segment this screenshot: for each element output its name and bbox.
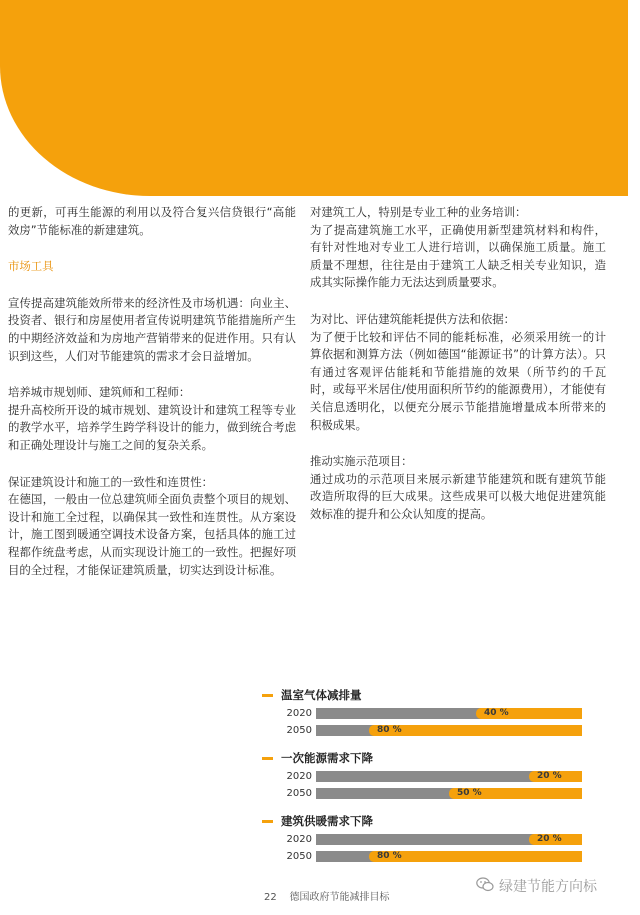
bar-row bbox=[262, 723, 582, 738]
bar-value-label: 40 % bbox=[484, 708, 509, 718]
dash-icon bbox=[262, 694, 273, 697]
paragraph-heading: 对建筑工人，特别是专业工种的业务培训： bbox=[310, 205, 527, 219]
bar-category-label: 2050 bbox=[286, 788, 312, 799]
paragraph bbox=[310, 204, 606, 292]
paragraph-heading: 市场工具 bbox=[8, 259, 54, 274]
chart-title-text: 一次能源需求下降 bbox=[281, 751, 373, 765]
bar-row bbox=[262, 832, 582, 847]
bar-row bbox=[262, 769, 582, 784]
paragraph bbox=[8, 384, 296, 454]
paragraph-body: 提升高校所开设的城市规划、建筑设计和建筑工程等专业的教学水平，培养学生跨学科设计的能力，做到统合考虑和正确处理设计与施工之间的复杂关系。 bbox=[8, 402, 296, 452]
paragraph-heading: 培养城市规划师、建筑师和工程师： bbox=[8, 385, 191, 400]
bar-row bbox=[262, 849, 582, 864]
paragraph-heading: 为对比、评估建筑能耗提供方法和依据： bbox=[310, 311, 516, 326]
bar-category-label: 2050 bbox=[286, 725, 312, 736]
paragraph-heading: 推动实施示范项目： bbox=[310, 454, 413, 469]
bar-track bbox=[316, 771, 582, 782]
bar-category-label: 2020 bbox=[286, 771, 312, 782]
chart-title-text: 建筑供暖需求下降 bbox=[281, 814, 373, 828]
paragraph-body: 宣传提高建筑能效所带来的经济性及市场机遇：向业主、投资者、银行和房屋使用者宣传说明建筑节能措施所产生的中期经济效益和为房地产营销带来的促进作用。只有认识到这些，人们对节能建筑的需求才会日益增加。 bbox=[8, 295, 296, 363]
bar-track bbox=[316, 725, 582, 736]
paragraph-body: 为了便于比较和评估不同的能耗标准，必须采用统一的计算依据和测算方法（例如德国“能源证书”的计算方法）。只有通过客观评估能耗和节能措施的效果（所节约的千瓦时，或每平米居住/使用面积所节约的能源费用），才能使有关信息透明化，以便充分展示节能措施增量成本所带来的积极成果。 bbox=[310, 329, 606, 432]
watermark-text: 绿建节能方向标 bbox=[499, 879, 597, 895]
paragraph-body: 在德国，一般由一位总建筑师全面负责整个项目的规划、设计和施工全过程，以确保其一致性和连贯性。从方案设计，施工图到暖通空调技术设备方案，包括具体的施工过程都作统盘考虑，从而实现设计施工的一致性。把握好项目的全过程，才能保证建筑质量，切实达到设计标准。 bbox=[8, 492, 296, 577]
paragraph bbox=[8, 258, 296, 276]
paragraph bbox=[310, 311, 606, 434]
bar-category-label: 2050 bbox=[286, 851, 312, 862]
paragraph bbox=[8, 295, 296, 365]
bar-chart bbox=[262, 686, 582, 738]
paragraph bbox=[310, 453, 606, 523]
page-footer bbox=[264, 888, 389, 903]
header-banner bbox=[0, 0, 628, 196]
dash-icon bbox=[262, 820, 273, 823]
dash-icon bbox=[262, 757, 273, 760]
chart-title-text: 温室气体减排量 bbox=[281, 688, 362, 702]
bar-category-label: 2020 bbox=[286, 708, 312, 719]
paragraph-body: 通过成功的示范项目来展示新建节能建筑和既有建筑节能改造所取得的巨大成果。这些成果可以极大地促进建筑能效标准的提升和公众认知度的提高。 bbox=[310, 471, 606, 521]
wechat-icon bbox=[476, 877, 494, 896]
bar-value-label: 20 % bbox=[537, 771, 562, 781]
bar-value-label: 80 % bbox=[377, 725, 402, 735]
bar-value-label: 80 % bbox=[377, 851, 402, 861]
chart-title bbox=[262, 812, 582, 830]
paragraph bbox=[8, 474, 296, 580]
paragraph bbox=[8, 204, 296, 239]
bar-value-label: 20 % bbox=[537, 834, 562, 844]
bar-track bbox=[316, 851, 582, 862]
energy-targets-charts bbox=[262, 686, 582, 875]
bar-track bbox=[316, 834, 582, 845]
chart-title bbox=[262, 749, 582, 767]
chart-title bbox=[262, 686, 582, 704]
footer-title: 德国政府节能减排目标 bbox=[289, 892, 390, 903]
paragraph-body: 为了提高建筑施工水平，正确使用新型建筑材料和构件，有针对性地对专业工人进行培训，以确保施工质量。施工质量不理想，往往是由于建筑工人缺乏相关专业知识，造成其实际操作能力无法达到质量要求。 bbox=[310, 222, 606, 290]
paragraph-body: 的更新，可再生能源的利用以及符合复兴信贷银行“高能效房”节能标准的新建建筑。 bbox=[8, 205, 296, 237]
bar-row bbox=[262, 706, 582, 721]
bar-row bbox=[262, 786, 582, 801]
bar-value-label: 50 % bbox=[457, 788, 482, 798]
left-column bbox=[8, 204, 296, 598]
bar-category-label: 2020 bbox=[286, 834, 312, 845]
bar-track bbox=[316, 708, 582, 719]
paragraph-heading: 保证建筑设计和施工的一致性和连贯性： bbox=[8, 474, 214, 489]
watermark bbox=[476, 876, 597, 896]
bar-chart bbox=[262, 749, 582, 801]
page-number: 22 bbox=[264, 892, 277, 903]
bar-chart bbox=[262, 812, 582, 864]
right-column bbox=[310, 204, 606, 543]
bar-track bbox=[316, 788, 582, 799]
